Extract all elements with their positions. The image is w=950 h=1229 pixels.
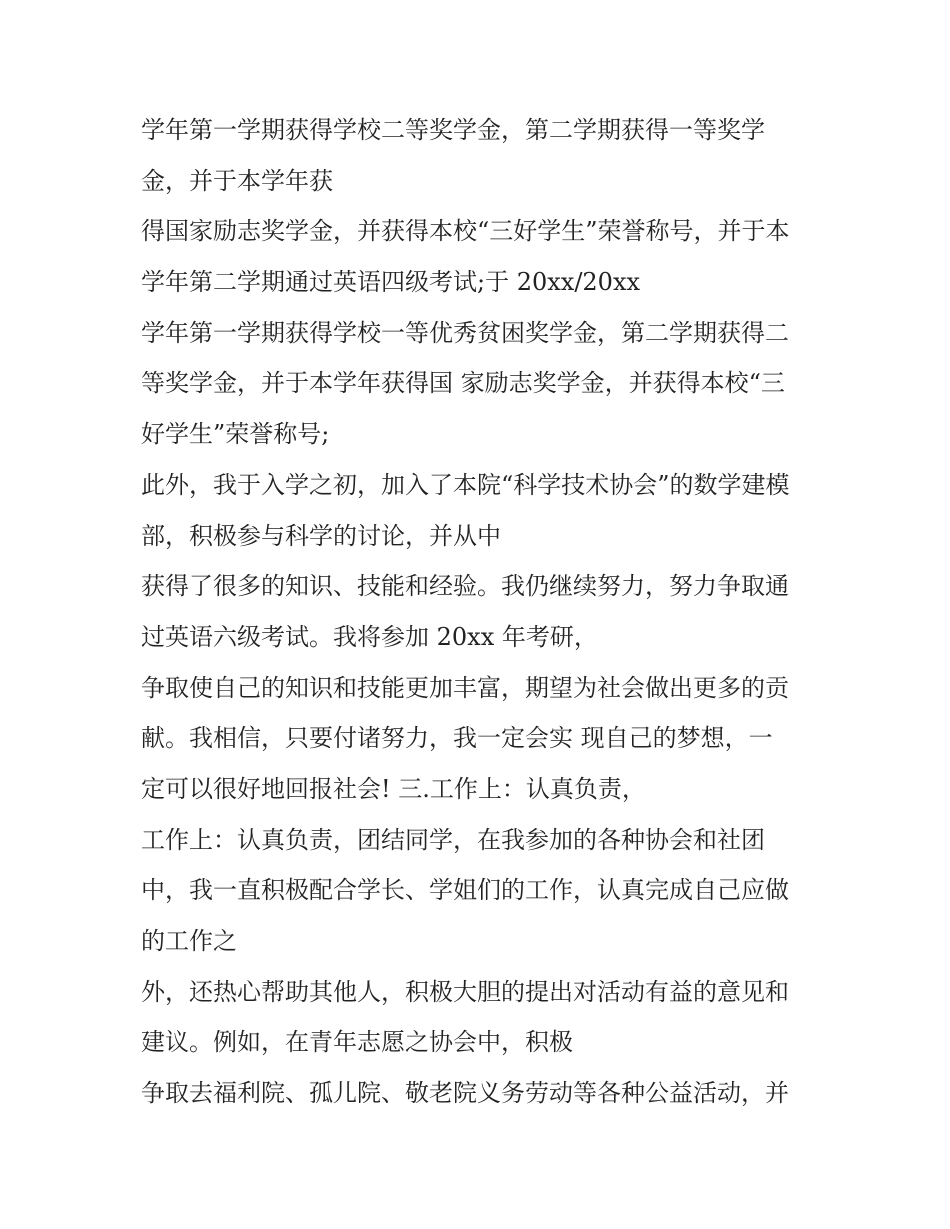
text-line: 献。我相信，只要付诸努力，我一定会实 现自己的梦想，一: [141, 724, 773, 753]
text-line: 中，我一直积极配合学长、学姐们的工作，认真完成自己应做: [141, 876, 789, 905]
text-line: 学年第一学期获得学校二等奖学金，第二学期获得一等奖学: [141, 116, 765, 144]
text-line: 外，还热心帮助其他人，积极大胆的提出对活动有益的意见和: [141, 977, 789, 1006]
text-line: 争取去福利院、孤儿院、敬老院义务劳动等各种公益活动，并: [141, 1079, 789, 1108]
text-line: 学年第一学期获得学校一等优秀贫困奖学金，第二学期获得二: [141, 318, 789, 347]
text-line: 金，并于本学年获: [141, 166, 333, 195]
text-line: 建议。例如，在青年志愿之协会中，积极: [141, 1028, 573, 1057]
document-body: [141, 105, 831, 1119]
text-line: 等奖学金，并于本学年获得国 家励志奖学金，并获得本校“三: [141, 369, 785, 398]
text-line: 学年第二学期通过英语四级考试;于 20xx/20xx: [141, 268, 641, 297]
text-line: 获得了很多的知识、技能和经验。我仍继续努力，努力争取通: [141, 572, 789, 601]
text-line: 过英语六级考试。我将参加 20xx 年考研，: [141, 622, 598, 651]
text-line: 定可以很好地回报社会! 三.工作上：认真负责，: [141, 774, 646, 803]
text-line: 部，积极参与科学的讨论，并从中: [141, 521, 501, 550]
text-line: 得国家励志奖学金，并获得本校“三好学生”荣誉称号，并于本: [141, 217, 790, 246]
text-line: 工作上：认真负责，团结同学，在我参加的各种协会和社团: [141, 825, 765, 854]
text-line: 此外，我于入学之初，加入了本院“科学技术协会”的数学建模: [141, 470, 790, 499]
text-line: 好学生”荣誉称号;: [141, 420, 330, 449]
text-line: 争取使自己的知识和技能更加丰富，期望为社会做出更多的贡: [141, 673, 789, 702]
text-line: 的工作之: [141, 927, 237, 955]
